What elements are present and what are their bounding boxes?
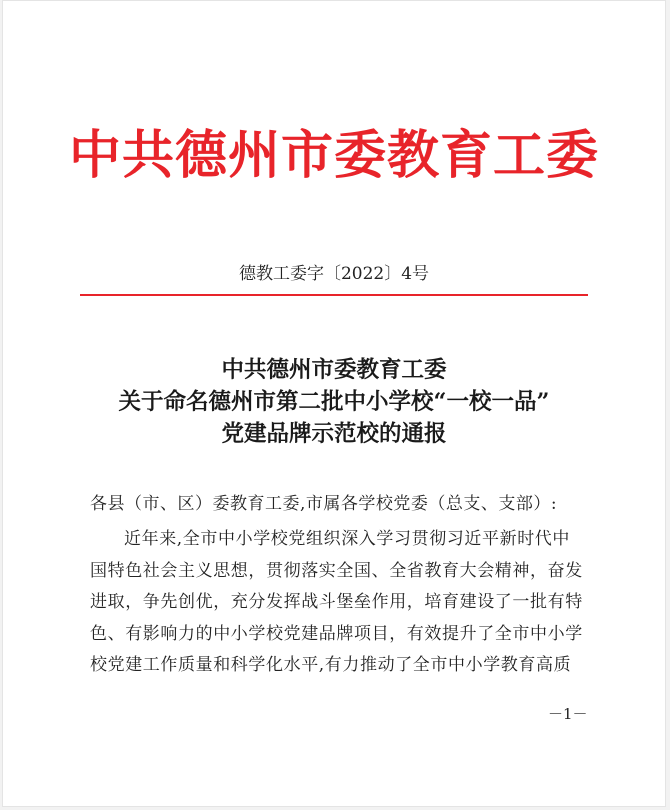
body-line-2: 国特色社会主义思想，贯彻落实全国、全省教育大会精神，奋发: [90, 560, 583, 581]
body-line-5: 校党建工作质量和科学化水平,有力推动了全市中小学教育高质: [90, 655, 572, 676]
document-page: [2, 0, 666, 807]
body-line-4: 色、有影响力的中小学校党建品牌项目，有效提升了全市中小学: [90, 623, 583, 644]
document-number: 德教工委字〔2022〕4号: [238, 264, 430, 284]
body-line-3: 进取，争先创优，充分发挥战斗堡垒作用，培育建设了一批有特: [90, 592, 583, 613]
org-red-header: 中共德州市委教育工委: [68, 125, 599, 186]
title-line-3: 党建品牌示范校的通报: [221, 421, 447, 447]
title-line-2: 关于命名德州市第二批中小学校“一校一品”: [118, 389, 550, 415]
addressee-line: 各县（市、区）委教育工委,市属各学校党委（总支、支部）:: [90, 494, 558, 514]
page-number: －1－: [548, 705, 588, 723]
title-line-1: 中共德州市委教育工委: [221, 357, 447, 383]
body-paragraph: [90, 524, 590, 682]
document-title: [3, 354, 665, 450]
red-divider-line: [80, 294, 588, 296]
body-line-1: 近年来,全市中小学校党组织深入学习贯彻习近平新时代中: [124, 529, 571, 549]
